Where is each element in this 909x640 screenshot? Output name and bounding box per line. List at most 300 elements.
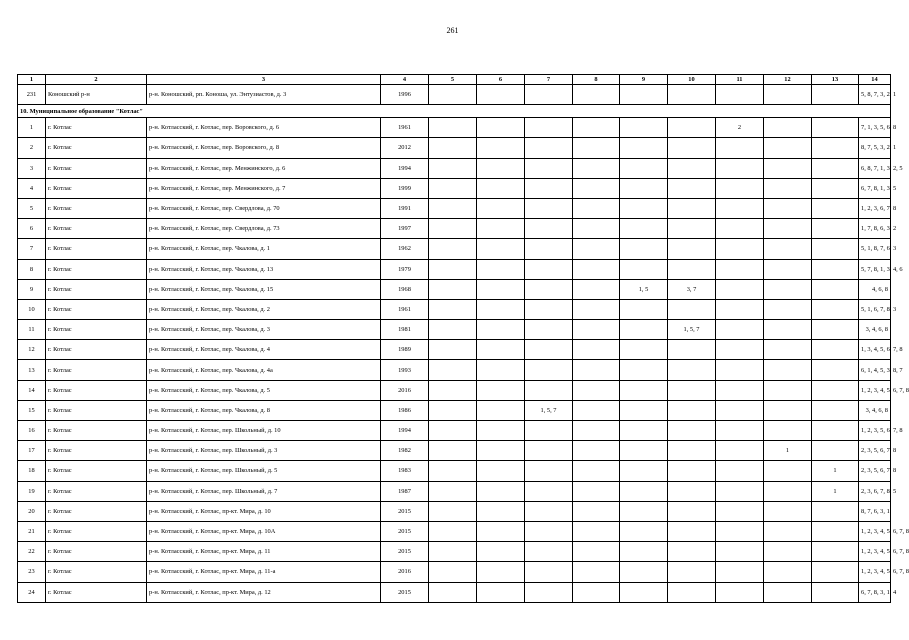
table-cell-col-5	[429, 198, 477, 218]
table-cell-col-3: р-н. Котласский, г. Котлас, пер. Чкалова, д. 2	[147, 299, 381, 319]
table-row	[18, 320, 891, 340]
table-cell-col-13	[812, 198, 859, 218]
table-cell-col-4: 2015	[381, 542, 429, 562]
table-cell-col-12	[764, 118, 812, 138]
table-cell-col-7	[525, 178, 573, 198]
table-cell-col-6	[477, 118, 525, 138]
table-cell-col-5	[429, 441, 477, 461]
table-cell-col-8	[573, 178, 620, 198]
table-cell-col-1: 17	[18, 441, 46, 461]
table-cell-col-7	[525, 360, 573, 380]
table-cell-col-9	[620, 501, 668, 521]
table-cell-col-14: 8, 7, 6, 3, 1	[859, 501, 891, 521]
table-cell-col-6	[477, 521, 525, 541]
table-cell-col-13	[812, 138, 859, 158]
table-cell-col-14: 7, 1, 3, 5, 6, 8	[859, 118, 891, 138]
table-cell-col-4: 2012	[381, 138, 429, 158]
table-cell-col-3: р-н. Котласский, г. Котлас, пер. Чкалова, д. 4	[147, 340, 381, 360]
table-cell-col-9	[620, 542, 668, 562]
table-cell-col-5	[429, 118, 477, 138]
table-row	[18, 299, 891, 319]
table-cell-col-7	[525, 461, 573, 481]
table-cell-col-2: г. Котлас	[46, 138, 147, 158]
table-cell-col-3: р-н. Котласский, г. Котлас, пер. Менжинского, д. 6	[147, 158, 381, 178]
table-cell-col-12	[764, 380, 812, 400]
table-cell-col-4: 1993	[381, 360, 429, 380]
table-cell-col-1: 10	[18, 299, 46, 319]
table-cell-col-6	[477, 85, 525, 105]
table-cell-col-7	[525, 441, 573, 461]
table-cell-col-2: г. Котлас	[46, 219, 147, 239]
table-cell-col-5	[429, 178, 477, 198]
table-cell-col-9	[620, 400, 668, 420]
table-cell-col-5	[429, 85, 477, 105]
table-cell-col-11	[716, 461, 764, 481]
table-cell-col-3: р-н. Котласский, г. Котлас, пер. Свердлова, д. 70	[147, 198, 381, 218]
table-cell-col-1: 16	[18, 421, 46, 441]
table-cell-col-11	[716, 380, 764, 400]
table-cell-col-14: 5, 7, 8, 1, 3, 4, 6	[859, 259, 891, 279]
table-cell-col-5	[429, 320, 477, 340]
table-cell-col-6	[477, 219, 525, 239]
table-cell-col-11	[716, 85, 764, 105]
table-cell-col-13	[812, 85, 859, 105]
table-cell-col-4: 1962	[381, 239, 429, 259]
table-cell-col-9	[620, 138, 668, 158]
table-cell-col-6	[477, 138, 525, 158]
table-row	[18, 582, 891, 602]
table-cell-col-8	[573, 138, 620, 158]
table-cell-col-14: 1, 7, 8, 6, 3, 2	[859, 219, 891, 239]
table-cell-col-4: 1994	[381, 421, 429, 441]
table-cell-col-3: р-н. Котласский, г. Котлас, пер. Чкалова, д. 5	[147, 380, 381, 400]
table-cell-col-8	[573, 198, 620, 218]
table-cell-col-1: 1	[18, 118, 46, 138]
table-cell-col-1: 18	[18, 461, 46, 481]
table-cell-col-2: г. Котлас	[46, 340, 147, 360]
table-cell-col-12	[764, 198, 812, 218]
table-cell-col-9	[620, 299, 668, 319]
table-cell-col-2: г. Котлас	[46, 118, 147, 138]
table-cell-col-11	[716, 481, 764, 501]
table-cell-col-5	[429, 421, 477, 441]
table-cell-col-8	[573, 158, 620, 178]
table-row	[18, 340, 891, 360]
table-cell-col-8	[573, 340, 620, 360]
table-cell-col-2: Коношский р-н	[46, 85, 147, 105]
table-cell-col-1: 13	[18, 360, 46, 380]
table-cell-col-7	[525, 239, 573, 259]
table-cell-col-6	[477, 400, 525, 420]
table-cell-col-3: р-н. Котласский, г. Котлас, пер. Чкалова, д. 15	[147, 279, 381, 299]
table-cell-col-10	[668, 219, 716, 239]
column-number-row	[18, 75, 891, 85]
table-cell-col-8	[573, 562, 620, 582]
table-cell-col-3: р-н. Котласский, г. Котлас, пер. Менжинского, д. 7	[147, 178, 381, 198]
table-cell-col-10	[668, 481, 716, 501]
table-cell-col-2: г. Котлас	[46, 178, 147, 198]
table-cell-col-5	[429, 380, 477, 400]
table-cell-col-3: р-н. Котласский, г. Котлас, пер. Чкалова, д. 1	[147, 239, 381, 259]
table-cell-col-10	[668, 441, 716, 461]
table-cell-col-9	[620, 198, 668, 218]
table-row	[18, 542, 891, 562]
table-cell-col-12	[764, 562, 812, 582]
table-cell-col-5	[429, 582, 477, 602]
column-header-11: 11	[716, 75, 764, 85]
table-cell-col-6	[477, 380, 525, 400]
table-cell-col-2: г. Котлас	[46, 501, 147, 521]
table-cell-col-5	[429, 481, 477, 501]
table-cell-col-7: 1, 5, 7	[525, 400, 573, 420]
table-row	[18, 421, 891, 441]
table-cell-col-4: 1961	[381, 299, 429, 319]
table-cell-col-7	[525, 542, 573, 562]
table-cell-col-12	[764, 239, 812, 259]
table-cell-col-8	[573, 219, 620, 239]
table-cell-col-11	[716, 521, 764, 541]
table-cell-col-10	[668, 178, 716, 198]
table-cell-col-9	[620, 421, 668, 441]
table-cell-col-10	[668, 562, 716, 582]
table-cell-col-1: 7	[18, 239, 46, 259]
table-cell-col-14: 5, 1, 8, 7, 6, 3	[859, 239, 891, 259]
table-cell-col-1: 23	[18, 562, 46, 582]
table-cell-col-14: 1, 3, 4, 5, 6, 7, 8	[859, 340, 891, 360]
table-cell-col-14: 1, 2, 3, 4, 5, 6, 7, 8	[859, 380, 891, 400]
table-cell-col-14: 6, 7, 8, 3, 1, 4	[859, 582, 891, 602]
table-cell-col-14: 3, 4, 6, 8	[859, 320, 891, 340]
table-cell-col-1: 9	[18, 279, 46, 299]
table-cell-col-3: р-н. Котласский, г. Котлас, пер. Школьный, д. 3	[147, 441, 381, 461]
table-cell-col-9	[620, 360, 668, 380]
table-row	[18, 198, 891, 218]
table-cell-col-13	[812, 582, 859, 602]
table-cell-col-6	[477, 461, 525, 481]
column-header-4: 4	[381, 75, 429, 85]
table-cell-col-9	[620, 562, 668, 582]
table-cell-col-11	[716, 158, 764, 178]
table-cell-col-5	[429, 299, 477, 319]
table-cell-col-10	[668, 85, 716, 105]
table-cell-col-12	[764, 259, 812, 279]
table-cell-col-11	[716, 299, 764, 319]
table-cell-col-3: р-н. Котласский, г. Котлас, пр-кт. Мира, д. 11-а	[147, 562, 381, 582]
table-cell-col-8	[573, 279, 620, 299]
table-cell-col-1: 12	[18, 340, 46, 360]
table-cell-col-6	[477, 239, 525, 259]
column-header-8: 8	[573, 75, 620, 85]
table-row	[18, 85, 891, 105]
table-cell-col-13	[812, 562, 859, 582]
table-row	[18, 521, 891, 541]
table-cell-col-5	[429, 562, 477, 582]
table-cell-col-13: 1	[812, 461, 859, 481]
table-cell-col-1: 14	[18, 380, 46, 400]
table-cell-col-12	[764, 219, 812, 239]
table-cell-col-1: 4	[18, 178, 46, 198]
table-cell-col-8	[573, 259, 620, 279]
table-cell-col-8	[573, 299, 620, 319]
table-cell-col-8	[573, 501, 620, 521]
table-cell-col-8	[573, 360, 620, 380]
table-cell-col-4: 1986	[381, 400, 429, 420]
table-cell-col-2: г. Котлас	[46, 461, 147, 481]
table-cell-col-13	[812, 219, 859, 239]
table-cell-col-9	[620, 461, 668, 481]
table-cell-col-10	[668, 340, 716, 360]
table-cell-col-6	[477, 299, 525, 319]
table-cell-col-14: 2, 3, 5, 6, 7, 8	[859, 461, 891, 481]
table-row	[18, 441, 891, 461]
table-cell-col-8	[573, 320, 620, 340]
table-cell-col-8	[573, 521, 620, 541]
table-cell-col-8	[573, 542, 620, 562]
table-cell-col-11	[716, 562, 764, 582]
table-cell-col-6	[477, 320, 525, 340]
table-cell-col-14: 4, 6, 8	[859, 279, 891, 299]
table-cell-col-12	[764, 501, 812, 521]
table-cell-col-9	[620, 158, 668, 178]
table-cell-col-8	[573, 400, 620, 420]
table-row	[18, 562, 891, 582]
table-cell-col-12	[764, 299, 812, 319]
table-cell-col-2: г. Котлас	[46, 360, 147, 380]
table-cell-col-13	[812, 259, 859, 279]
table-cell-col-7	[525, 481, 573, 501]
page-number: 261	[446, 26, 459, 35]
table-cell-col-6	[477, 340, 525, 360]
table-cell-col-3: р-н. Котласский, г. Котлас, пер. Воровского, д. 6	[147, 118, 381, 138]
table-row	[18, 239, 891, 259]
table-cell-col-9	[620, 85, 668, 105]
table-cell-col-3: р-н. Котласский, г. Котлас, пер. Воровского, д. 8	[147, 138, 381, 158]
table-cell-col-1: 15	[18, 400, 46, 420]
column-header-12: 12	[764, 75, 812, 85]
table-cell-col-13	[812, 521, 859, 541]
table-cell-col-8	[573, 441, 620, 461]
table-cell-col-4: 2016	[381, 562, 429, 582]
table-cell-col-12	[764, 542, 812, 562]
table-cell-col-1: 19	[18, 481, 46, 501]
table-row	[18, 219, 891, 239]
table-cell-col-10	[668, 501, 716, 521]
section-title: 10. Муниципальное образование "Котлас"	[18, 105, 891, 118]
table-cell-col-6	[477, 441, 525, 461]
table-row	[18, 138, 891, 158]
table-cell-col-12	[764, 340, 812, 360]
table-row	[18, 380, 891, 400]
table-cell-col-8	[573, 85, 620, 105]
table-cell-col-10	[668, 198, 716, 218]
column-header-13: 13	[812, 75, 859, 85]
table-cell-col-11	[716, 259, 764, 279]
table-cell-col-13	[812, 400, 859, 420]
table-cell-col-13	[812, 380, 859, 400]
table-row	[18, 158, 891, 178]
table-cell-col-7	[525, 85, 573, 105]
table-cell-col-8	[573, 481, 620, 501]
table-cell-col-3: р-н. Котласский, г. Котлас, пер. Свердлова, д. 73	[147, 219, 381, 239]
table-cell-col-2: г. Котлас	[46, 279, 147, 299]
table-cell-col-12	[764, 400, 812, 420]
table-cell-col-14: 2, 3, 6, 7, 8, 5	[859, 481, 891, 501]
table-cell-col-10	[668, 299, 716, 319]
table-cell-col-4: 1989	[381, 340, 429, 360]
table-cell-col-5	[429, 138, 477, 158]
table-cell-col-7	[525, 299, 573, 319]
table-cell-col-3: р-н. Котласский, г. Котлас, пер. Чкалова, д. 13	[147, 259, 381, 279]
table-cell-col-4: 1968	[381, 279, 429, 299]
table-cell-col-10	[668, 542, 716, 562]
table-cell-col-14: 6, 1, 4, 5, 3, 8, 7	[859, 360, 891, 380]
table-cell-col-3: р-н. Котласский, г. Котлас, пер. Чкалова, д. 8	[147, 400, 381, 420]
table-cell-col-4: 1997	[381, 219, 429, 239]
table-cell-col-10	[668, 158, 716, 178]
table-cell-col-1: 22	[18, 542, 46, 562]
table-cell-col-12	[764, 138, 812, 158]
table-cell-col-14: 1, 2, 3, 4, 5, 6, 7, 8	[859, 542, 891, 562]
table-cell-col-7	[525, 521, 573, 541]
table-cell-col-7	[525, 198, 573, 218]
table-cell-col-14: 1, 2, 3, 5, 6, 7, 8	[859, 421, 891, 441]
table-cell-col-13	[812, 501, 859, 521]
table-cell-col-14: 1, 2, 3, 4, 5, 6, 7, 8	[859, 521, 891, 541]
table-cell-col-8	[573, 582, 620, 602]
table-cell-col-4: 1987	[381, 481, 429, 501]
table-cell-col-14: 8, 7, 5, 3, 2, 1	[859, 138, 891, 158]
table-cell-col-2: г. Котлас	[46, 380, 147, 400]
table-cell-col-2: г. Котлас	[46, 441, 147, 461]
table-cell-col-12	[764, 320, 812, 340]
table-cell-col-10	[668, 380, 716, 400]
column-header-2: 2	[46, 75, 147, 85]
table-cell-col-5	[429, 521, 477, 541]
table-cell-col-10: 1, 5, 7	[668, 320, 716, 340]
table-cell-col-10	[668, 259, 716, 279]
table-cell-col-6	[477, 542, 525, 562]
table-cell-col-14: 6, 7, 8, 1, 3, 5	[859, 178, 891, 198]
table-cell-col-3: р-н. Котласский, г. Котлас, пер. Чкалова, д. 3	[147, 320, 381, 340]
table-cell-col-7	[525, 421, 573, 441]
table-cell-col-7	[525, 340, 573, 360]
table-cell-col-4: 1991	[381, 198, 429, 218]
table-cell-col-9	[620, 239, 668, 259]
table-cell-col-11	[716, 138, 764, 158]
table-cell-col-6	[477, 582, 525, 602]
table-cell-col-13: 1	[812, 481, 859, 501]
table-cell-col-9	[620, 441, 668, 461]
table-cell-col-3: р-н. Коношский, рп. Коноша, ул. Энтузиастов, д. 3	[147, 85, 381, 105]
table-cell-col-6	[477, 360, 525, 380]
table-row	[18, 279, 891, 299]
table-cell-col-8	[573, 118, 620, 138]
table-cell-col-12	[764, 279, 812, 299]
table-cell-col-6	[477, 279, 525, 299]
table-cell-col-5	[429, 239, 477, 259]
table-cell-col-4: 2015	[381, 501, 429, 521]
table-cell-col-3: р-н. Котласский, г. Котлас, пер. Школьный, д. 7	[147, 481, 381, 501]
table-cell-col-8	[573, 239, 620, 259]
table-cell-col-14: 3, 4, 6, 8	[859, 400, 891, 420]
table-cell-col-12	[764, 360, 812, 380]
table-cell-col-11	[716, 178, 764, 198]
table-cell-col-10	[668, 138, 716, 158]
table-cell-col-9	[620, 340, 668, 360]
table-cell-col-2: г. Котлас	[46, 542, 147, 562]
table-cell-col-7	[525, 158, 573, 178]
table-cell-col-14: 5, 1, 6, 7, 8, 3	[859, 299, 891, 319]
table-cell-col-10	[668, 521, 716, 541]
table-cell-col-13	[812, 178, 859, 198]
table-cell-col-6	[477, 259, 525, 279]
table-cell-col-10	[668, 582, 716, 602]
table-cell-col-2: г. Котлас	[46, 521, 147, 541]
table-cell-col-12	[764, 461, 812, 481]
table-cell-col-5	[429, 340, 477, 360]
table-cell-col-4: 1983	[381, 461, 429, 481]
table-cell-col-5	[429, 219, 477, 239]
table-cell-col-11	[716, 542, 764, 562]
column-header-14: 14	[859, 75, 891, 85]
table-cell-col-14: 2, 3, 5, 6, 7, 8	[859, 441, 891, 461]
table-cell-col-12	[764, 421, 812, 441]
table-cell-col-11	[716, 198, 764, 218]
table-cell-col-10	[668, 421, 716, 441]
table-cell-col-3: р-н. Котласский, г. Котлас, пр-кт. Мира, д. 12	[147, 582, 381, 602]
table-cell-col-5	[429, 158, 477, 178]
table-cell-col-7	[525, 219, 573, 239]
table-cell-col-7	[525, 320, 573, 340]
table-cell-col-11	[716, 441, 764, 461]
table-cell-col-12	[764, 521, 812, 541]
table-cell-col-2: г. Котлас	[46, 400, 147, 420]
column-header-1: 1	[18, 75, 46, 85]
table-cell-col-1: 2	[18, 138, 46, 158]
table-cell-col-10	[668, 461, 716, 481]
table-cell-col-6	[477, 158, 525, 178]
table-cell-col-10	[668, 118, 716, 138]
table-cell-col-12	[764, 158, 812, 178]
table-cell-col-9	[620, 582, 668, 602]
table-cell-col-7	[525, 279, 573, 299]
table-cell-col-3: р-н. Котласский, г. Котлас, пр-кт. Мира, д. 10	[147, 501, 381, 521]
table-cell-col-3: р-н. Котласский, г. Котлас, пер. Школьный, д. 5	[147, 461, 381, 481]
table-cell-col-11	[716, 320, 764, 340]
table-cell-col-1: 6	[18, 219, 46, 239]
table-row	[18, 360, 891, 380]
table-cell-col-4: 1961	[381, 118, 429, 138]
table-cell-col-8	[573, 461, 620, 481]
table-cell-col-2: г. Котлас	[46, 239, 147, 259]
table-cell-col-11: 2	[716, 118, 764, 138]
table-cell-col-11	[716, 582, 764, 602]
table-cell-col-2: г. Котлас	[46, 158, 147, 178]
table-cell-col-5	[429, 279, 477, 299]
table-cell-col-8	[573, 380, 620, 400]
table-cell-col-10: 3, 7	[668, 279, 716, 299]
table-cell-col-13	[812, 279, 859, 299]
table-cell-col-4: 2016	[381, 380, 429, 400]
table-cell-col-5	[429, 461, 477, 481]
table-cell-col-7	[525, 138, 573, 158]
table-row	[18, 501, 891, 521]
table-row	[18, 400, 891, 420]
table-cell-col-7	[525, 582, 573, 602]
table-cell-col-11	[716, 219, 764, 239]
table-cell-col-2: г. Котлас	[46, 421, 147, 441]
table-cell-col-2: г. Котлас	[46, 259, 147, 279]
